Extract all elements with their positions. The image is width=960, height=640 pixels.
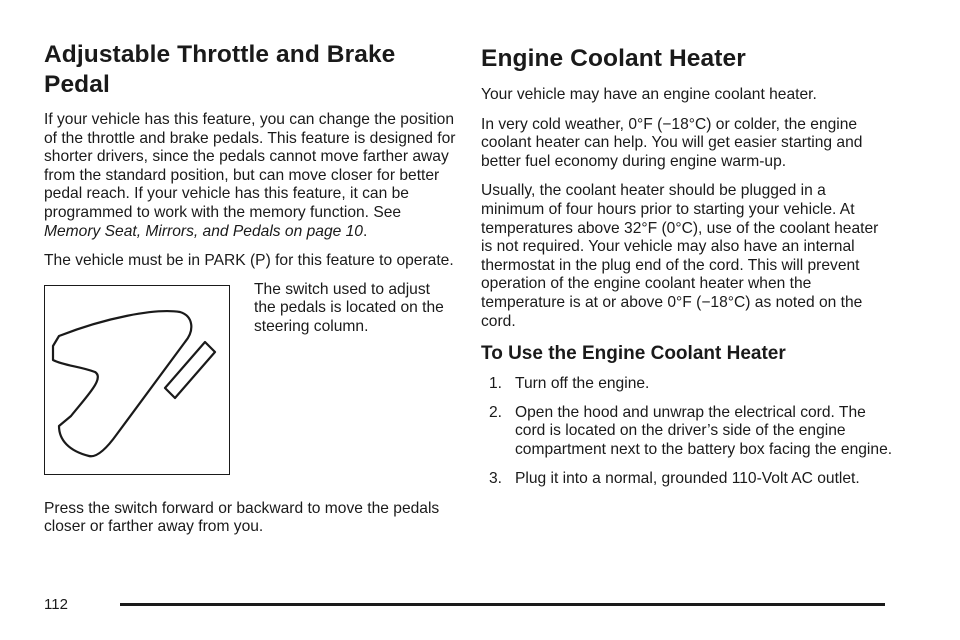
park-requirement-paragraph: The vehicle must be in PARK (P) for this feature to operate. — [44, 252, 454, 270]
subsection-heading-use: To Use the Engine Coolant Heater — [481, 343, 786, 365]
section-heading-pedal: Adjustable Throttle and Brake Pedal — [44, 41, 396, 98]
figure-caption: The switch used to adjust the pedals is located on the steering column. — [254, 280, 444, 335]
list-item — [489, 375, 893, 394]
pedal-switch-figure-row — [44, 280, 456, 495]
step-number: 3. — [489, 469, 503, 487]
pedal-intro-text: If your vehicle has this feature, you can change the position of the throttle and brake pedals. This feature is designed for shorter drivers, since the pedals cannot move farther away from the standard position, but can move closer for better pedal reach. If your vehicle has this feature, it can be programmed to work with the memory function. See — [44, 111, 456, 221]
plug-in-paragraph: Usually, the coolant heater should be plugged in a minimum of four hours prior to starting your vehicle. At temperatures above 32°F (0°C), use of the coolant heater is not required. Your vehicle may also have an internal thermostat in the plug end of the cord. This will prevent operation of the engine coolant heater when the temperature is at or above 0°F (−18°C) as noted on the cord. — [481, 182, 879, 330]
memory-seat-reference: Memory Seat, Mirrors, and Pedals on page 10 — [44, 222, 363, 240]
pedal-intro-paragraph — [44, 111, 456, 241]
switch-usage-paragraph: Press the switch forward or backward to move the pedals closer or farther away from you. — [44, 499, 440, 536]
step-text: Plug it into a normal, grounded 110-Volt AC outlet. — [515, 469, 860, 487]
step-text: Open the hood and unwrap the electrical cord. The cord is located on the driver’s side of the engine compartment next to the battery box facing the engine. — [515, 403, 893, 458]
page-number: 112 — [44, 596, 68, 613]
section-heading-coolant: Engine Coolant Heater — [481, 45, 746, 72]
step-number: 2. — [489, 403, 503, 421]
pedal-switch-icon — [45, 286, 228, 473]
list-item — [489, 470, 893, 489]
pedal-intro-period: . — [362, 222, 368, 240]
step-text: Turn off the engine. — [515, 375, 650, 393]
cold-weather-paragraph: In very cold weather, 0°F (−18°C) or colder, the engine coolant heater can help. You will get easier starting and better fuel economy during engine warm-up. — [481, 115, 863, 170]
right-column — [481, 40, 893, 498]
pedal-switch-illustration — [44, 285, 230, 475]
coolant-intro-paragraph: Your vehicle may have an engine coolant heater. — [481, 86, 817, 103]
left-column — [44, 40, 456, 548]
list-item — [489, 404, 893, 460]
steps-list — [481, 375, 893, 488]
footer-rule — [120, 603, 885, 606]
step-number: 1. — [489, 375, 503, 393]
